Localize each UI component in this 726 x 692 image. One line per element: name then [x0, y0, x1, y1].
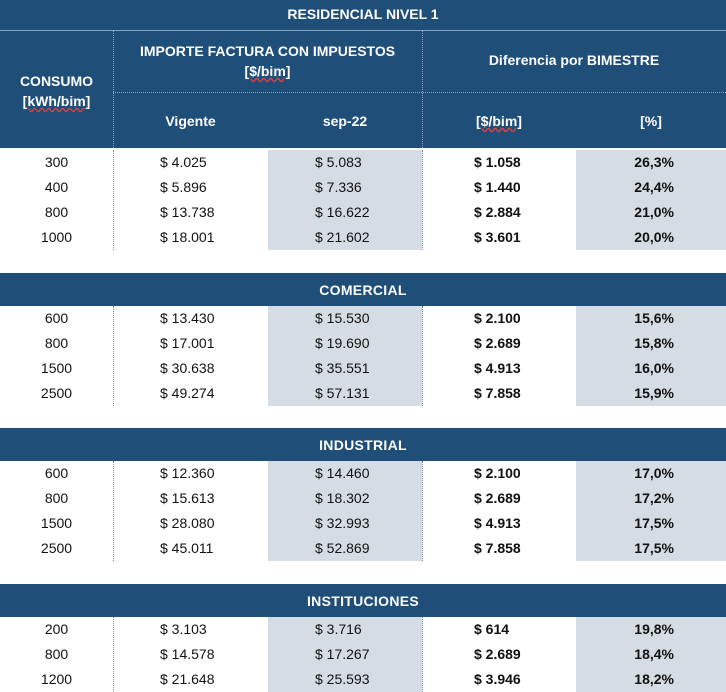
table-row — [0, 356, 726, 381]
table-row — [0, 225, 726, 250]
consumo-cell: 800 — [44, 646, 69, 662]
comercial-band: COMERCIAL — [0, 273, 726, 306]
diferencia-cell: $ 4.913 — [474, 515, 521, 531]
vigente-cell: $ 45.011 — [160, 540, 214, 556]
column-divider — [422, 617, 423, 692]
table-header — [0, 0, 726, 148]
vigente-cell: $ 17.001 — [160, 335, 215, 351]
vigente-cell: $ 49.274 — [160, 385, 215, 401]
instituciones-band: INSTITUCIONES — [0, 584, 726, 617]
porcentaje-cell: 15,9% — [576, 381, 726, 406]
column-divider — [113, 150, 114, 250]
vigente-cell: $ 12.360 — [160, 465, 215, 481]
porcentaje-cell: 16,0% — [576, 356, 726, 381]
vigente-cell: $ 18.001 — [160, 229, 215, 245]
sep-header: sep-22 — [322, 113, 368, 129]
consumo-cell: 2500 — [40, 540, 73, 556]
sep-cell: $ 21.602 — [268, 225, 422, 250]
porcentaje-cell: 26,3% — [576, 150, 726, 175]
pct-header: [%] — [640, 113, 662, 129]
diferencia-cell: $ 2.884 — [474, 204, 521, 220]
table-row — [0, 536, 726, 561]
sep-cell: $ 7.336 — [268, 175, 422, 200]
consumo-cell: 400 — [44, 179, 69, 195]
consumo-cell: 1200 — [40, 671, 73, 687]
importe-header — [113, 41, 422, 81]
porcentaje-cell: 21,0% — [576, 200, 726, 225]
importe-unit: [$/bim] — [244, 63, 291, 79]
industrial-band: INDUSTRIAL — [0, 428, 726, 461]
vigente-cell: $ 13.430 — [160, 310, 215, 326]
diferencia-cell: $ 2.689 — [474, 490, 521, 506]
porcentaje-cell: 18,4% — [576, 642, 726, 667]
diferencia-cell: $ 1.440 — [474, 179, 521, 195]
column-divider — [422, 150, 423, 250]
diferencia-cell: $ 3.946 — [474, 671, 521, 687]
sep-cell: $ 15.530 — [268, 306, 422, 331]
porcentaje-cell: 17,0% — [576, 461, 726, 486]
table-row — [0, 150, 726, 175]
sep-cell: $ 32.993 — [268, 511, 422, 536]
consumo-cell: 1500 — [40, 515, 73, 531]
vigente-cell: $ 4.025 — [160, 154, 207, 170]
consumo-cell: 1000 — [40, 229, 73, 245]
vigente-cell: $ 15.613 — [160, 490, 215, 506]
diferencia-cell: $ 2.100 — [474, 465, 521, 481]
column-divider — [422, 306, 423, 406]
consumo-cell: 800 — [44, 204, 69, 220]
diferencia-cell: $ 1.058 — [474, 154, 521, 170]
diferencia-cell: $ 7.858 — [474, 385, 521, 401]
table-row — [0, 617, 726, 642]
porcentaje-cell: 19,8% — [576, 617, 726, 642]
vigente-cell: $ 14.578 — [160, 646, 215, 662]
dif-unit-header: [$/bim] — [476, 113, 522, 129]
porcentaje-cell: 17,2% — [576, 486, 726, 511]
sep-cell: $ 19.690 — [268, 331, 422, 356]
porcentaje-cell: 18,2% — [576, 667, 726, 692]
sep-cell: $ 14.460 — [268, 461, 422, 486]
table-title: RESIDENCIAL NIVEL 1 — [287, 6, 439, 22]
sep-cell: $ 16.622 — [268, 200, 422, 225]
consumo-header — [0, 71, 113, 111]
consumo-cell: 800 — [44, 335, 69, 351]
consumo-cell: 800 — [44, 490, 69, 506]
sep-cell: $ 3.716 — [268, 617, 422, 642]
table-row — [0, 667, 726, 692]
consumo-label: CONSUMO — [19, 73, 94, 89]
vigente-cell: $ 28.080 — [160, 515, 215, 531]
consumo-cell: 1500 — [40, 360, 73, 376]
vigente-cell: $ 30.638 — [160, 360, 215, 376]
diferencia-cell: $ 2.689 — [474, 646, 521, 662]
vigente-cell: $ 5.896 — [160, 179, 207, 195]
consumo-cell: 600 — [44, 310, 69, 326]
diferencia-cell: $ 2.100 — [474, 310, 521, 326]
diferencia-cell: $ 3.601 — [474, 229, 521, 245]
importe-label: IMPORTE FACTURA CON IMPUESTOS — [139, 43, 396, 59]
porcentaje-cell: 17,5% — [576, 511, 726, 536]
sep-cell: $ 25.593 — [268, 667, 422, 692]
consumo-unit: [kWh/bim] — [22, 93, 91, 109]
table-row — [0, 511, 726, 536]
sep-cell: $ 18.302 — [268, 486, 422, 511]
vigente-header: Vigente — [165, 113, 216, 129]
sep-cell: $ 52.869 — [268, 536, 422, 561]
table-row — [0, 306, 726, 331]
sep-cell: $ 35.551 — [268, 356, 422, 381]
porcentaje-cell: 15,6% — [576, 306, 726, 331]
consumo-cell: 200 — [44, 621, 69, 637]
vigente-cell: $ 3.103 — [160, 621, 207, 637]
table-row — [0, 486, 726, 511]
table-row — [0, 200, 726, 225]
column-divider — [113, 461, 114, 561]
column-divider — [113, 306, 114, 406]
sep-cell: $ 57.131 — [268, 381, 422, 406]
table-row — [0, 331, 726, 356]
sep-cell: $ 5.083 — [268, 150, 422, 175]
diferencia-cell: $ 7.858 — [474, 540, 521, 556]
consumo-cell: 300 — [44, 154, 69, 170]
table-row — [0, 461, 726, 486]
table-row — [0, 381, 726, 406]
diferencia-cell: $ 614 — [474, 621, 510, 637]
table-row — [0, 642, 726, 667]
consumo-cell: 2500 — [40, 385, 73, 401]
sep-cell: $ 17.267 — [268, 642, 422, 667]
consumo-cell: 600 — [44, 465, 69, 481]
vigente-cell: $ 13.738 — [160, 204, 215, 220]
diferencia-header: Diferencia por BIMESTRE — [488, 52, 660, 68]
diferencia-cell: $ 4.913 — [474, 360, 521, 376]
porcentaje-cell: 20,0% — [576, 225, 726, 250]
porcentaje-cell: 15,8% — [576, 331, 726, 356]
column-divider — [113, 617, 114, 692]
vigente-cell: $ 21.648 — [160, 671, 215, 687]
diferencia-cell: $ 2.689 — [474, 335, 521, 351]
column-divider — [422, 461, 423, 561]
porcentaje-cell: 17,5% — [576, 536, 726, 561]
porcentaje-cell: 24,4% — [576, 175, 726, 200]
table-row — [0, 175, 726, 200]
